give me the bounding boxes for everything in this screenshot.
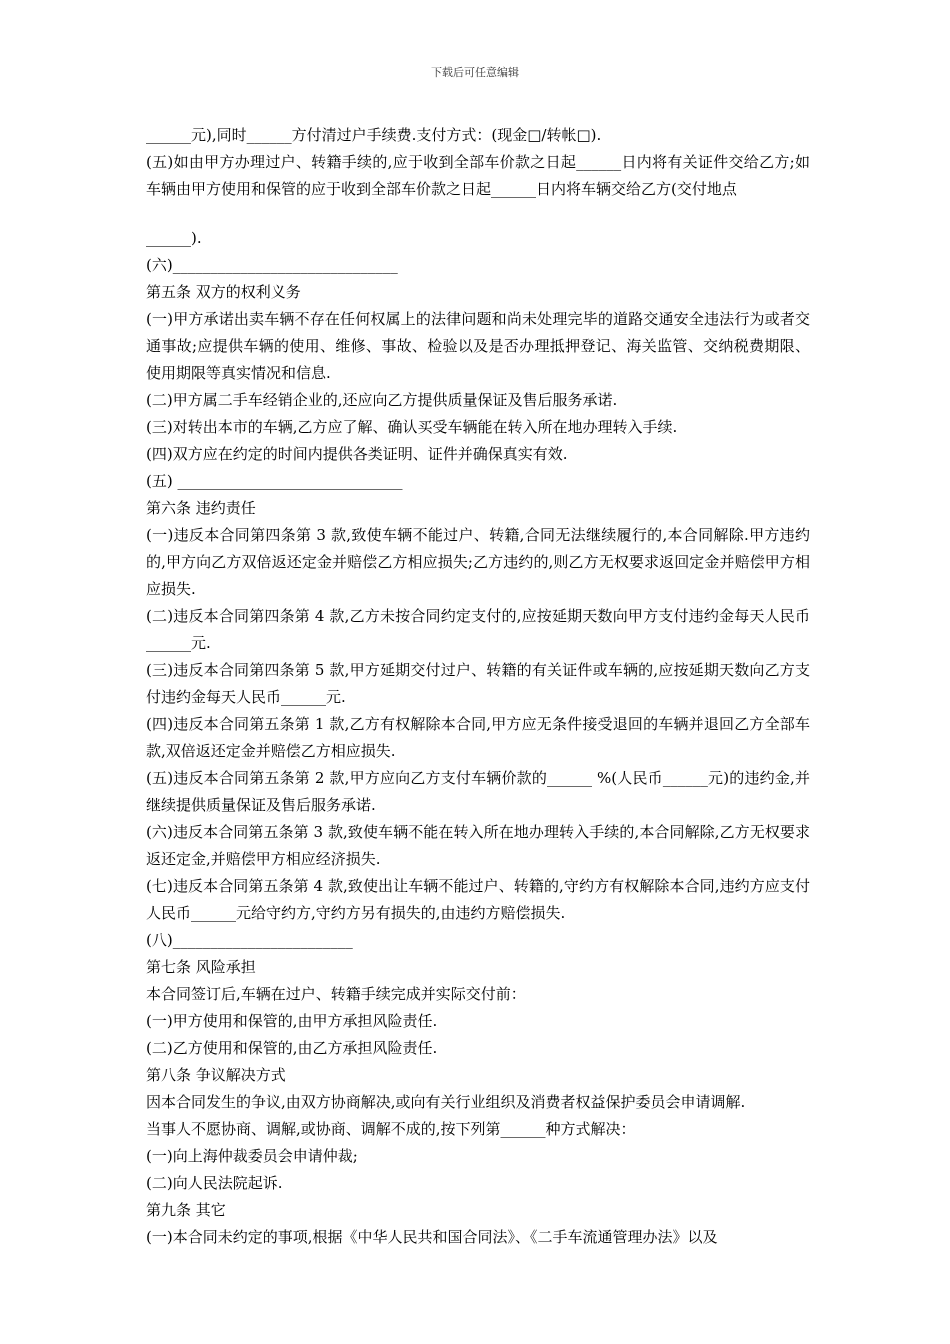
article-nine-heading: 第九条 其它 (146, 1201, 226, 1219)
article-eight-para-2: 当事人不愿协商、调解,或协商、调解不成的,按下列第______种方式解决： (146, 1120, 636, 1138)
article-seven-item-2: (二)乙方使用和保管的,由乙方承担风险责任. (146, 1039, 438, 1057)
article-five-item-1: (一)甲方承诺出卖车辆不存在任何权属上的法律问题和尚未处理完毕的道路交通安全违法行为或者交通事故;应提供车辆的使用、维修、事故、检验以及是否办理抵押登记、海关监管、交纳税费期限、使用期限等真实情况和信息. (146, 310, 810, 382)
article-seven-heading: 第七条 风险承担 (146, 958, 256, 976)
payment-method-line: ______元),同时______方付清过户手续费.支付方式：(现金□/转帐□). (146, 126, 602, 144)
page-header-note: 下载后可任意编辑 (431, 66, 519, 79)
article-eight-heading: 第八条 争议解决方式 (146, 1066, 286, 1084)
article-seven-intro: 本合同签订后,车辆在过户、转籍手续完成并实际交付前： (146, 985, 526, 1003)
article-six-heading: 第六条 违约责任 (146, 499, 256, 517)
article-six-item-8: (八)________________________ (146, 931, 353, 949)
article-eight-para-1: 因本合同发生的争议,由双方协商解决,或向有关行业组织及消费者权益保护委员会申请调解. (146, 1093, 746, 1111)
contract-body (146, 122, 810, 1251)
article-seven-item-1: (一)甲方使用和保管的,由甲方承担风险责任. (146, 1012, 438, 1030)
article-five-item-4: (四)双方应在约定的时间内提供各类证明、证件并确保真实有效. (146, 445, 568, 463)
article-nine-item-1: (一)本合同未约定的事项,根据《中华人民共和国合同法》、《二手车流通管理办法》以及 (146, 1228, 718, 1246)
clause-blank-six: (六)______________________________ (146, 256, 398, 274)
article-six-item-7: (七)违反本合同第五条第 4 款,致使出让车辆不能过户、转籍的,守约方有权解除本合同,违约方应支付人民币______元给守约方,守约方另有损失的,由违约方赔偿损失. (146, 877, 810, 922)
article-six-item-6: (六)违反本合同第五条第 3 款,致使车辆不能在转入所在地办理转入手续的,本合同解除,乙方无权要求返还定金,并赔偿甲方相应经济损失. (146, 823, 810, 868)
clause-transfer-documents: (五)如由甲方办理过户、转籍手续的,应于收到全部车价款之日起______日内将有关证件交给乙方;如车辆由甲方使用和保管的应于收到全部车价款之日起______日内将车辆交给乙方(交付地点 (146, 153, 810, 198)
article-eight-item-1: (一)向上海仲裁委员会申请仲裁; (146, 1147, 358, 1165)
article-five-item-5: (五) ______________________________ (146, 472, 403, 490)
delivery-location-blank: ______). (146, 229, 202, 247)
article-five-heading: 第五条 双方的权利义务 (146, 283, 301, 301)
article-six-item-2: (二)违反本合同第四条第 4 款,乙方未按合同约定支付的,应按延期天数向甲方支付违约金每天人民币______元. (146, 607, 810, 652)
paragraph-gap (146, 203, 810, 225)
article-six-item-4: (四)违反本合同第五条第 1 款,乙方有权解除本合同,甲方应无条件接受退回的车辆并退回乙方全部车款,双倍返还定金并赔偿乙方相应损失. (146, 715, 810, 760)
article-six-item-5: (五)违反本合同第五条第 2 款,甲方应向乙方支付车辆价款的______ %(人民币______元)的违约金,并继续提供质量保证及售后服务承诺. (146, 769, 810, 814)
article-five-item-3: (三)对转出本市的车辆,乙方应了解、确认买受车辆能在转入所在地办理转入手续. (146, 418, 678, 436)
article-eight-item-2: (二)向人民法院起诉. (146, 1174, 283, 1192)
article-five-item-2: (二)甲方属二手车经销企业的,还应向乙方提供质量保证及售后服务承诺. (146, 391, 618, 409)
article-six-item-3: (三)违反本合同第四条第 5 款,甲方延期交付过户、转籍的有关证件或车辆的,应按延期天数向乙方支付违约金每天人民币______元. (146, 661, 810, 706)
article-six-item-1: (一)违反本合同第四条第 3 款,致使车辆不能过户、转籍,合同无法继续履行的,本合同解除.甲方违约的,甲方向乙方双倍返还定金并赔偿乙方相应损失;乙方违约的,则乙方无权要求返回定金并赔偿甲方相应损失. (146, 526, 810, 598)
